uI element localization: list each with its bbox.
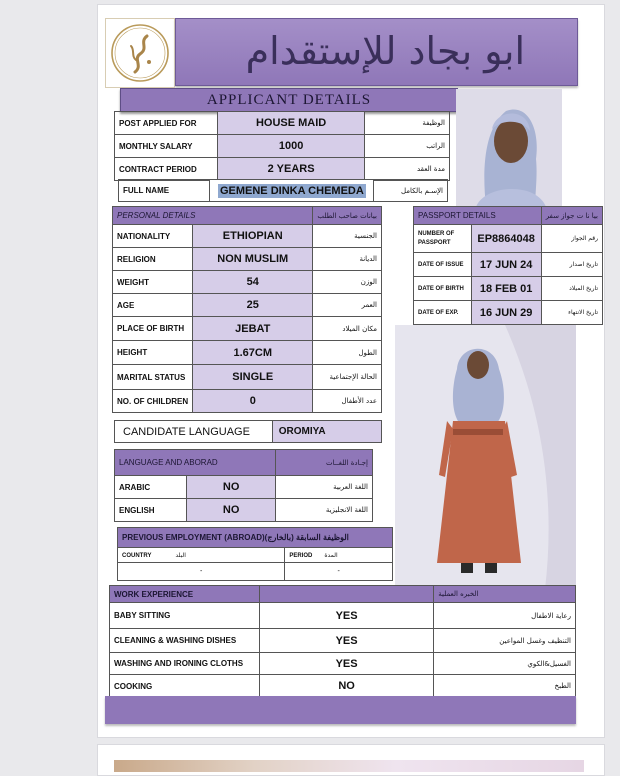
cleaning-label: CLEANING & WASHING DISHES (110, 629, 260, 653)
candidate-language-label: CANDIDATE LANGUAGE (115, 421, 273, 443)
full-body-image-icon (395, 325, 576, 589)
arabic-label: ARABIC (115, 476, 187, 499)
contract-value: 2 YEARS (217, 158, 364, 181)
english-value: NO (186, 499, 276, 522)
salary-label-ar: الراتب (365, 135, 450, 158)
period-label-ar: المدة (324, 551, 338, 559)
table-row (110, 675, 576, 698)
languages-header-row (115, 450, 373, 476)
issue-date-value: 17 JUN 24 (471, 253, 541, 277)
cooking-label: COOKING (110, 675, 260, 698)
nationality-value: ETHIOPIAN (193, 225, 313, 248)
table-row (110, 603, 576, 629)
height-label-ar: الطول (313, 341, 382, 365)
application-page (97, 4, 605, 738)
nationality-label-ar: الجنسية (313, 225, 382, 248)
birthplace-value: JEBAT (193, 317, 313, 341)
next-page-preview (97, 744, 605, 776)
table-row (113, 248, 382, 271)
candidate-language-value: OROMIYA (272, 421, 381, 443)
birth-date-value: 18 FEB 01 (471, 277, 541, 301)
passport-number-value: EP8864048 (471, 225, 541, 253)
country-cell (118, 548, 285, 563)
table-row (115, 499, 373, 522)
table-row (118, 563, 393, 581)
marital-label-ar: الحالة الإجتماعية (313, 365, 382, 390)
table-row (110, 629, 576, 653)
birthplace-label: PLACE OF BIRTH (113, 317, 193, 341)
previous-employment-header-row (118, 528, 393, 548)
work-experience-table (109, 585, 576, 698)
personal-header-row (113, 207, 382, 225)
issue-date-label: DATE OF ISSUE (414, 253, 472, 277)
birth-date-label-ar: تاريخ الميلاد (541, 277, 602, 301)
applicant-full-photo (395, 325, 576, 589)
expiry-date-label: DATE OF EXP. (414, 301, 472, 325)
country-label-ar: البلد (175, 551, 186, 559)
logo-emblem-icon (109, 22, 171, 84)
height-value: 1.67CM (193, 341, 313, 365)
baby-sitting-value: YES (259, 603, 433, 629)
birthplace-label-ar: مكان الميلاد (313, 317, 382, 341)
passport-title-ar: بيا نا ت جواز سفر (541, 207, 602, 225)
work-experience-title-ar: الخبره العملية (434, 586, 576, 603)
personal-details-table (112, 206, 382, 413)
marital-label: MARITAL STATUS (113, 365, 193, 390)
table-row (115, 476, 373, 499)
expiry-date-value: 16 JUN 29 (471, 301, 541, 325)
washing-ironing-label: WASHING AND IRONING CLOTHS (110, 653, 260, 675)
full-name-value: GEMENE DINKA CHEMEDA (219, 184, 364, 197)
age-value: 25 (193, 294, 313, 317)
previous-employment-title: PREVIOUS EMPLOYMENT (ABROAD)(الوظيفة السابقة (بالخارج (118, 528, 393, 548)
salary-value: 1000 (217, 135, 364, 158)
religion-value: NON MUSLIM (193, 248, 313, 271)
languages-table (114, 449, 373, 522)
full-name-label: FULL NAME (119, 180, 210, 202)
footer-bar (105, 696, 576, 724)
period-label: PERIOD (289, 552, 313, 559)
issue-date-label-ar: تاريخ اصدار (541, 253, 602, 277)
table-row (113, 365, 382, 390)
post-label-ar: الوظيفة (365, 112, 450, 135)
applicant-portrait-photo (456, 89, 562, 207)
work-experience-header-spacer (259, 586, 433, 603)
work-experience-title: WORK EXPERIENCE (110, 586, 260, 603)
contract-label: CONTRACT PERIOD (115, 158, 218, 181)
agency-logo (105, 18, 175, 88)
birth-date-label: DATE OF BIRTH (414, 277, 472, 301)
table-row (115, 112, 450, 135)
religion-label: RELIGION (113, 248, 193, 271)
contract-label-ar: مدة العقد (365, 158, 450, 181)
table-row (118, 548, 393, 563)
post-value: HOUSE MAID (217, 112, 364, 135)
baby-sitting-label: BABY SITTING (110, 603, 260, 629)
table-row (110, 653, 576, 675)
children-value: 0 (193, 390, 313, 413)
weight-label: WEIGHT (113, 271, 193, 294)
table-row (113, 271, 382, 294)
table-row (115, 158, 450, 181)
religion-label-ar: الديانة (313, 248, 382, 271)
portrait-image-icon (456, 89, 562, 207)
salary-label: MONTHLY SALARY (115, 135, 218, 158)
full-name-label-ar: الإسـم بالكامل (374, 180, 448, 202)
country-value: - (118, 563, 285, 581)
children-label: NO. OF CHILDREN (113, 390, 193, 413)
table-row (414, 301, 603, 325)
expiry-date-label-ar: تاريخ الانتهاء (541, 301, 602, 325)
table-row (414, 277, 603, 301)
marital-value: SINGLE (193, 365, 313, 390)
previous-employment-table (117, 527, 393, 581)
full-name-cell (210, 180, 374, 202)
arabic-label-ar: اللغة العربية (276, 476, 373, 499)
height-label: HEIGHT (113, 341, 193, 365)
age-label: AGE (113, 294, 193, 317)
passport-number-label-ar: رقم الجواز (541, 225, 602, 253)
table-row (414, 253, 603, 277)
cooking-value: NO (259, 675, 433, 698)
weight-value: 54 (193, 271, 313, 294)
table-row (414, 225, 603, 253)
age-label-ar: العمر (313, 294, 382, 317)
agency-name: ابو بجاد للإستقدام (245, 29, 525, 73)
full-name-table (118, 179, 448, 202)
passport-number-label: NUMBER OF PASSPORT (414, 225, 472, 253)
passport-table (413, 206, 603, 325)
passport-title: PASSPORT DETAILS (414, 207, 542, 225)
cleaning-label-ar: التنظيف وغسل المواعين (434, 629, 576, 653)
table-row (113, 390, 382, 413)
weight-label-ar: الوزن (313, 271, 382, 294)
country-label: COUNTRY (122, 552, 152, 559)
languages-title: LANGUAGE AND ABORAD (115, 450, 276, 476)
baby-sitting-label-ar: رعاية الاطفال (434, 603, 576, 629)
english-label-ar: اللغة الانجليزية (276, 499, 373, 522)
table-row (113, 341, 382, 365)
arabic-value: NO (186, 476, 276, 499)
post-label: POST APPLIED FOR (115, 112, 218, 135)
table-row (113, 294, 382, 317)
passport-header-row (414, 207, 603, 225)
children-label-ar: عدد الأطفال (313, 390, 382, 413)
work-experience-header-row (110, 586, 576, 603)
washing-ironing-label-ar: الغسيل&الكوي (434, 653, 576, 675)
cleaning-value: YES (259, 629, 433, 653)
languages-title-ar: إجـادة اللغــات (276, 450, 373, 476)
table-row (113, 225, 382, 248)
cooking-label-ar: الطبخ (434, 675, 576, 698)
candidate-language-table (114, 420, 382, 443)
personal-title-text: PERSONAL DETAILS (117, 211, 196, 220)
washing-ironing-value: YES (259, 653, 433, 675)
post-table (114, 111, 450, 181)
personal-title (113, 207, 313, 225)
nationality-label: NATIONALITY (113, 225, 193, 248)
table-row (113, 317, 382, 341)
personal-title-ar: بيانات صاحب الطلب (313, 207, 382, 225)
next-page-image-strip (114, 760, 584, 772)
english-label: ENGLISH (115, 499, 187, 522)
period-value: - (285, 563, 393, 581)
table-row (115, 135, 450, 158)
period-cell (285, 548, 393, 563)
agency-banner (175, 18, 578, 86)
section-title: APPLICANT DETAILS (120, 88, 458, 112)
